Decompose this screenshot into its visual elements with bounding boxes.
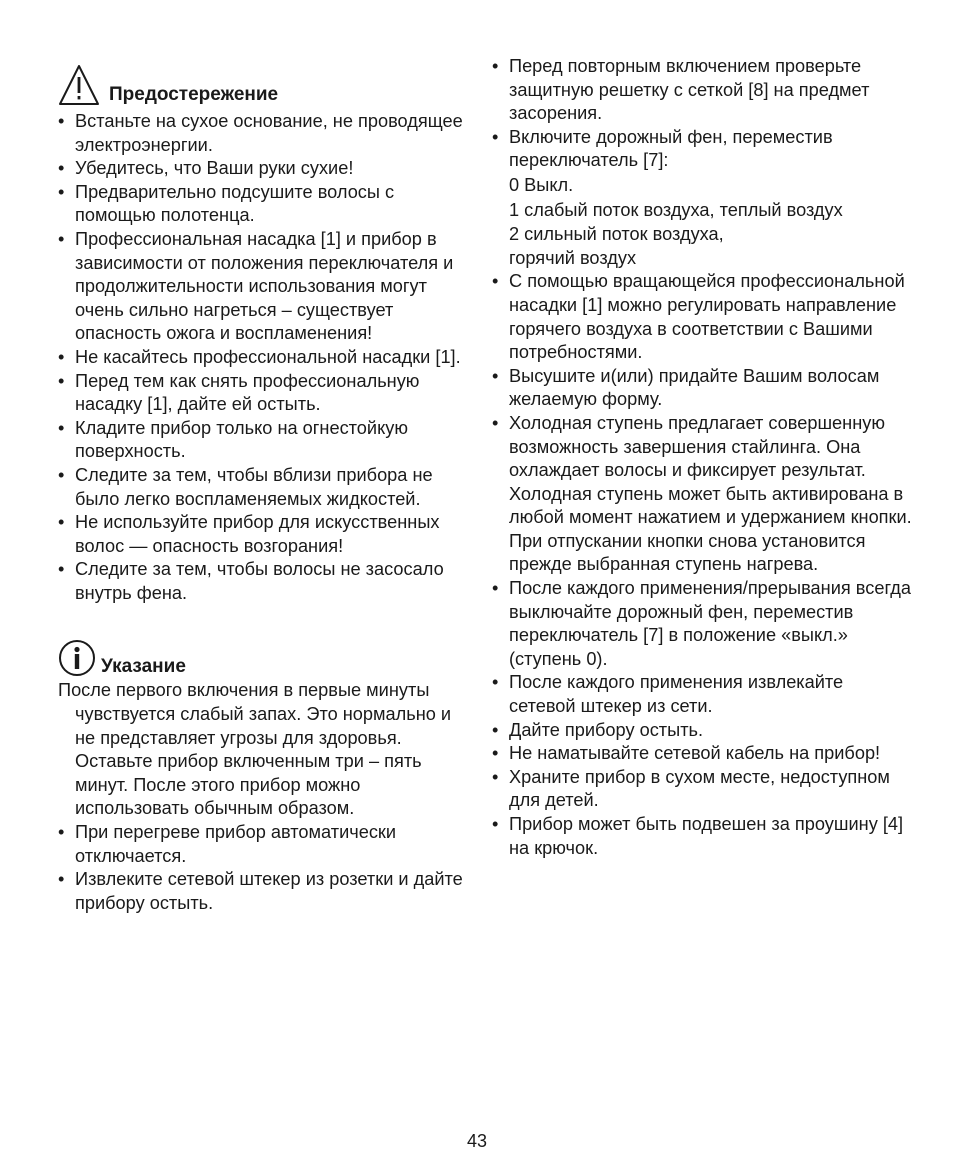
left-column [58, 0, 468, 915]
list-item: • Холодная ступень предлагает совершенную возможность завершения стайлинга. Она охлаждает волосы и фиксирует результат. Холодная ступень может быть активирована в любой момент нажатием и удержанием кнопки. При отпускании кнопки снова установится прежде выбранная ступень нагрева. [492, 412, 912, 577]
warning-triangle-icon [58, 64, 100, 106]
page-number: 43 [466, 1131, 488, 1151]
list-item: • Храните прибор в сухом месте, недоступном для детей. [492, 766, 912, 813]
switch-position: 2 сильный поток воздуха, горячий воздух [509, 224, 724, 268]
note-title: Указание [101, 655, 186, 677]
right-column [492, 55, 912, 860]
warning-list [58, 110, 468, 605]
note-intro: После первого включения в первые минуты чувствуется слабый запах. Это нормально и не представляет угрозы для здоровья. Оставьте прибор включенным три – пять минут. После этого прибор можно использовать обычным образом. [58, 680, 452, 819]
switch-position: 0 Выкл. [509, 174, 574, 195]
list-item: • Кладите прибор только на огнестойкую поверхность. [58, 417, 468, 464]
list-item: • Предварительно подсушите волосы с помощью полотенца. [58, 181, 468, 228]
note-list [58, 821, 468, 915]
info-icon [58, 639, 96, 677]
list-item: • Включите дорожный фен, переместив переключатель [7]: [492, 126, 912, 173]
instructions-list [492, 55, 912, 860]
list-item: • Не наматывайте сетевой кабель на прибор! [492, 742, 912, 766]
list-item: • Встаньте на сухое основание, не проводящее электроэнергии. [58, 110, 468, 157]
list-item: • После каждого применения/прерывания всегда выключайте дорожный фен, переместив переключатель [7] в положение «выкл.» (ступень 0). [492, 577, 912, 671]
list-item: • Прибор может быть подвешен за проушину [4] на крючок. [492, 813, 912, 860]
list-item: • После каждого применения извлекайте сетевой штекер из сети. [492, 671, 912, 718]
list-item: • Профессиональная насадка [1] и прибор в зависимости от положения переключателя и продолжительности использования могут очень сильно нагреться – существует опасность ожога и воспламенения! [58, 228, 468, 346]
list-item: • С помощью вращающейся профессиональной насадки [1] можно регулировать направление горячего воздуха в соответствии с Вашими потребностями. [492, 270, 912, 364]
list-item: • Перед тем как снять профессиональную насадку [1], дайте ей остыть. [58, 370, 468, 417]
switch-position: 1 слабый поток воздуха, теплый воздух [509, 199, 843, 220]
warning-heading [58, 60, 468, 106]
list-item: • Следите за тем, чтобы волосы не засосало внутрь фена. [58, 558, 468, 605]
list-item: • Убедитесь, что Ваши руки сухие! [58, 157, 468, 181]
note-heading [58, 637, 468, 677]
list-item: • Высушите и(или) придайте Вашим волосам желаемую форму. [492, 365, 912, 412]
list-item: • Следите за тем, чтобы вблизи прибора не было легко воспламеняемых жидкостей. [58, 464, 468, 511]
list-item: • Не используйте прибор для искусственных волос — опасность возгорания! [58, 511, 468, 558]
list-item: • Дайте прибору остыть. [492, 719, 912, 743]
switch-positions [492, 174, 912, 270]
list-item: • Извлеките сетевой штекер из розетки и дайте прибору остыть. [58, 868, 468, 915]
list-item: • Не касайтесь профессиональной насадки [1]. [58, 346, 468, 370]
list-item: • При перегреве прибор автоматически отключается. [58, 821, 468, 868]
warning-title: Предостережение [109, 84, 279, 106]
list-item: • Перед повторным включением проверьте защитную решетку с сеткой [8] на предмет засорения. [492, 55, 912, 126]
